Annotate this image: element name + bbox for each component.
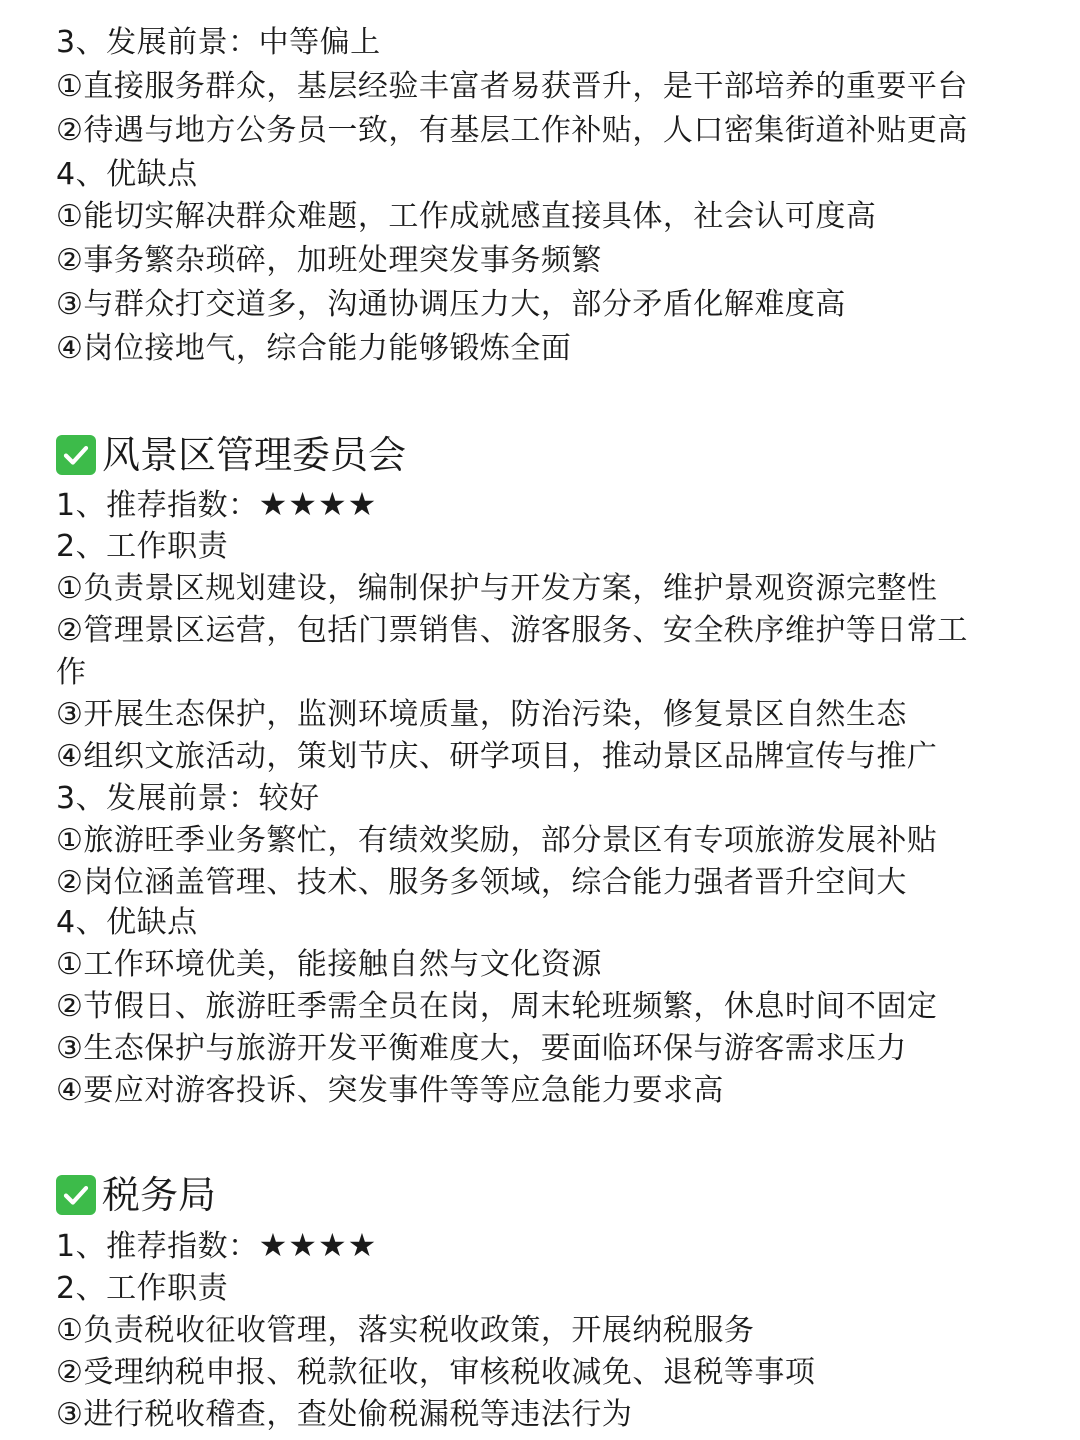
rating-label: 1、推荐指数： bbox=[56, 488, 259, 523]
rating-line bbox=[56, 483, 1040, 527]
pros-cons-item: ①工作环境优美，能接触自然与文化资源 bbox=[56, 947, 602, 982]
duty-item-continuation: 作 bbox=[56, 655, 87, 690]
check-mark-button-icon bbox=[56, 1175, 96, 1215]
duty-item: ③进行税收稽查，查处偷税漏税等违法行为 bbox=[56, 1397, 633, 1432]
duty-item: ②管理景区运营，包括门票销售、游客服务、安全秩序维护等日常工 bbox=[56, 613, 968, 648]
pros-cons-item: ③与群众打交道多，沟通协调压力大，部分矛盾化解难度高 bbox=[56, 287, 846, 322]
pros-cons-item: ④要应对游客投诉、突发事件等等应急能力要求高 bbox=[56, 1073, 724, 1108]
pros-cons-item: ②节假日、旅游旺季需全员在岗，周末轮班频繁，休息时间不固定 bbox=[56, 989, 938, 1024]
pros-cons-item: ③生态保护与旅游开发平衡难度大，要面临环保与游客需求压力 bbox=[56, 1031, 907, 1066]
prospect-heading: 3、发展前景：中等偏上 bbox=[56, 25, 381, 60]
duty-item: ③开展生态保护，监测环境质量，防治污染，修复景区自然生态 bbox=[56, 697, 907, 732]
pros-cons-item: ②事务繁杂琐碎，加班处理突发事务频繁 bbox=[56, 243, 602, 278]
pros-cons-heading: 4、优缺点 bbox=[56, 905, 198, 940]
prospect-item: ①直接服务群众，基层经验丰富者易获晋升，是干部培养的重要平台 bbox=[56, 69, 968, 104]
section-title bbox=[56, 1170, 1040, 1220]
prospect-item: ②待遇与地方公务员一致，有基层工作补贴，人口密集街道补贴更高 bbox=[56, 113, 968, 148]
prospect-heading: 3、发展前景：较好 bbox=[56, 781, 320, 816]
section-title-text: 风景区管理委员会 bbox=[102, 433, 407, 477]
duties-heading: 2、工作职责 bbox=[56, 1271, 229, 1306]
section-title bbox=[56, 430, 1040, 480]
rating-label: 1、推荐指数： bbox=[56, 1229, 259, 1264]
pros-cons-item: ④岗位接地气，综合能力能够锻炼全面 bbox=[56, 331, 572, 366]
pros-cons-item: ①能切实解决群众难题，工作成就感直接具体，社会认可度高 bbox=[56, 199, 877, 234]
duty-item: ②受理纳税申报、税款征收，审核税收减免、退税等事项 bbox=[56, 1355, 816, 1390]
check-mark-button-icon bbox=[56, 435, 96, 475]
duty-item: ④组织文旅活动，策划节庆、研学项目，推动景区品牌宣传与推广 bbox=[56, 739, 938, 774]
prospect-item: ②岗位涵盖管理、技术、服务多领域，综合能力强者晋升空间大 bbox=[56, 865, 907, 900]
duty-item: ①负责景区规划建设，编制保护与开发方案，维护景观资源完整性 bbox=[56, 571, 938, 606]
rating-line bbox=[56, 1224, 1040, 1268]
duties-heading: 2、工作职责 bbox=[56, 529, 229, 564]
pros-cons-heading: 4、优缺点 bbox=[56, 157, 198, 192]
rating-stars: ★★★★ bbox=[258, 485, 378, 523]
prospect-item: ①旅游旺季业务繁忙，有绩效奖励，部分景区有专项旅游发展补贴 bbox=[56, 823, 938, 858]
duty-item: ①负责税收征收管理，落实税收政策，开展纳税服务 bbox=[56, 1313, 755, 1348]
rating-stars: ★★★★ bbox=[258, 1226, 378, 1264]
section-title-text: 税务局 bbox=[102, 1173, 217, 1217]
